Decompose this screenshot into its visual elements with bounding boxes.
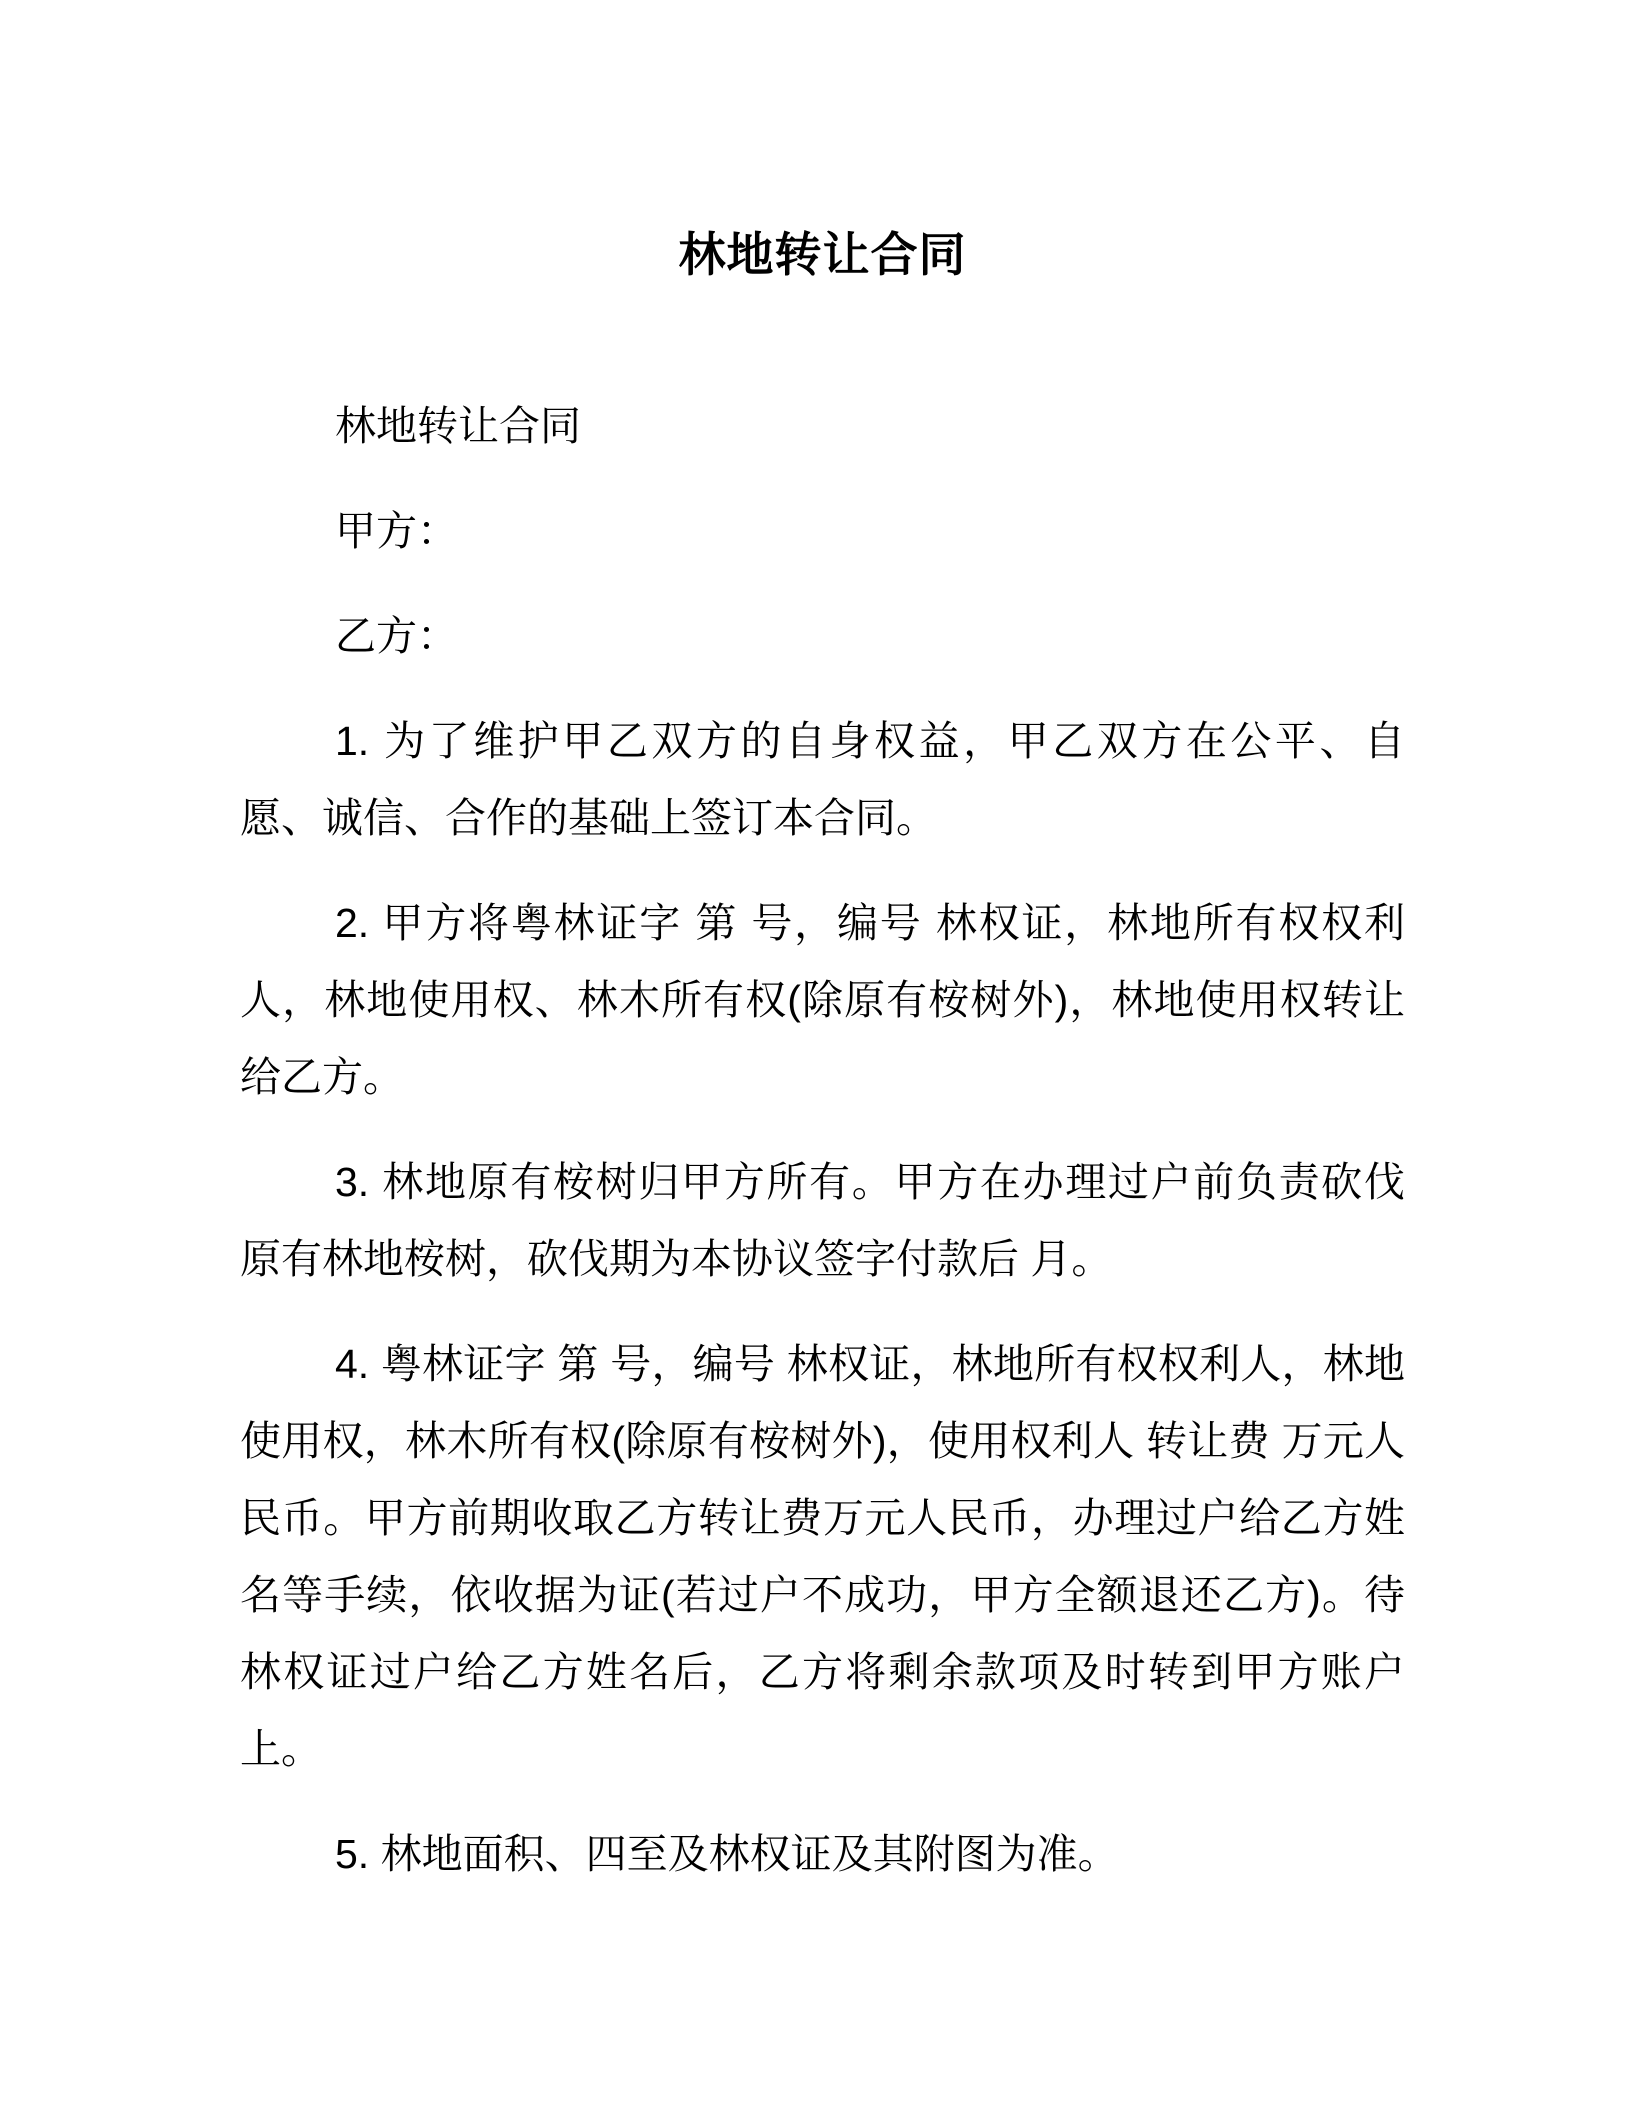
paragraph-clause-5: 5. 林地面积、四至及林权证及其附图为准。: [335, 1831, 1119, 1877]
paragraph-party-b: 乙方：: [335, 613, 458, 659]
paragraph-clause-4: 4. 粤林证字 第 号，编号 林权证，林地所有权权利人，林地使用权，林木所有权(除原有桉树外)，使用权利人 转让费 万元人民币。甲方前期收取乙方转让费万元人民币，办理过户给乙方姓名等手续，依收据为证(若过户不成功，甲方全额退还乙方)。待林权证过户给乙方姓名后，乙方将剩余款项及时转到甲方账户上。: [240, 1341, 1405, 1772]
paragraph-party-a: 甲方：: [335, 508, 458, 554]
paragraph-clause-2: 2. 甲方将粤林证字 第 号，编号 林权证，林地所有权权利人，林地使用权、林木所有权(除原有桉树外)，林地使用权转让给乙方。: [240, 900, 1405, 1100]
paragraph-subtitle: 林地转让合同: [335, 403, 581, 449]
document-title: 林地转让合同: [678, 228, 967, 281]
paragraph-clause-3: 3. 林地原有桉树归甲方所有。甲方在办理过户前负责砍伐原有林地桉树，砍伐期为本协议签字付款后 月。: [240, 1159, 1405, 1282]
paragraph-clause-1: 1. 为了维护甲乙双方的自身权益，甲乙双方在公平、自愿、诚信、合作的基础上签订本合同。: [240, 718, 1405, 841]
